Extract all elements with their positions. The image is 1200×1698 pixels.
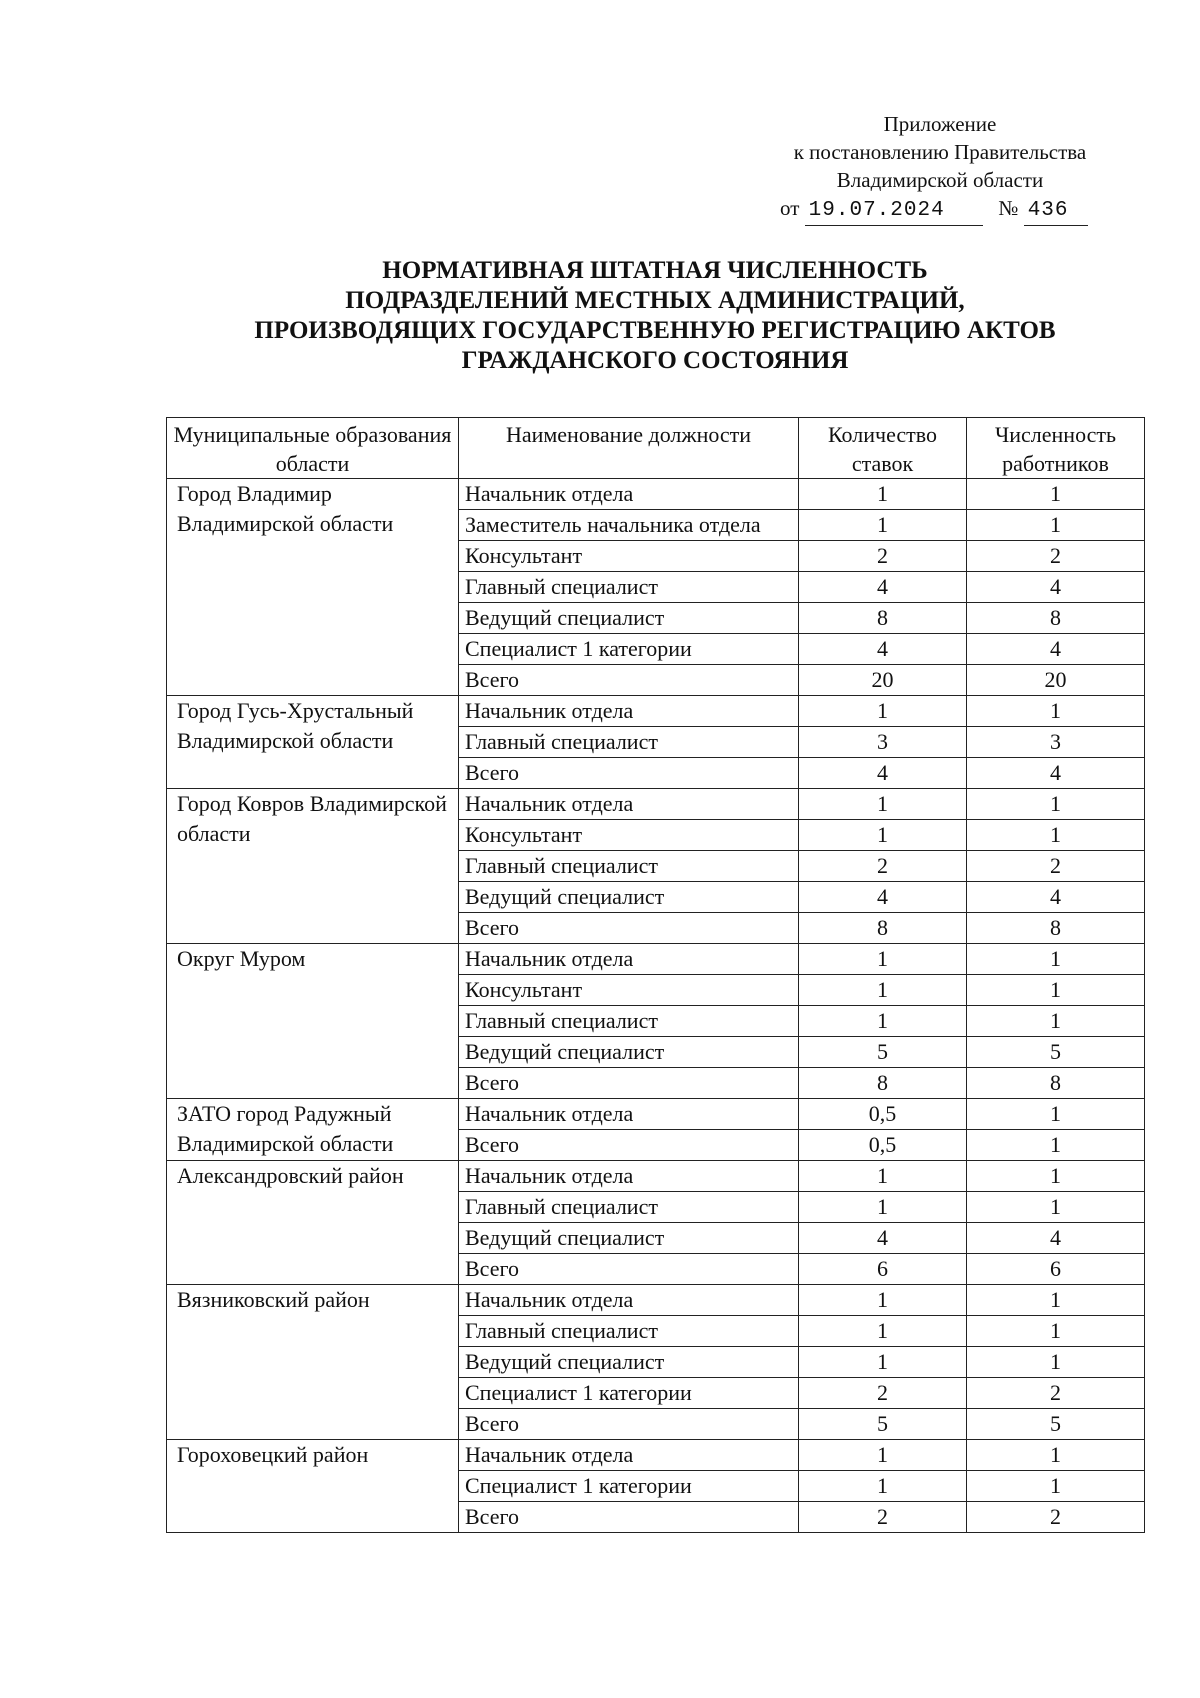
table-row xyxy=(167,789,1145,820)
staff-count-cell: 1 xyxy=(967,1347,1145,1378)
staffing-table xyxy=(166,417,1145,1533)
rate-count-cell: 5 xyxy=(799,1409,967,1440)
staff-count-cell: 8 xyxy=(967,1068,1145,1099)
date-prefix: от xyxy=(780,196,800,220)
position-cell: Специалист 1 категории xyxy=(459,1471,799,1502)
staff-count-cell: 4 xyxy=(967,634,1145,665)
appendix-label: Приложение xyxy=(883,112,997,136)
municipality-cell: Округ Муром xyxy=(167,944,459,1099)
table-body xyxy=(167,479,1145,1533)
rate-count-cell: 1 xyxy=(799,1316,967,1347)
header-rate-count: Количество ставок xyxy=(799,418,967,479)
number-sign: № xyxy=(998,196,1019,220)
appendix-region: Владимирской области xyxy=(836,168,1044,192)
position-cell: Всего xyxy=(459,1068,799,1099)
position-cell: Начальник отдела xyxy=(459,1099,799,1130)
table-row xyxy=(167,1099,1145,1130)
staff-count-cell: 3 xyxy=(967,727,1145,758)
rate-count-cell: 6 xyxy=(799,1254,967,1285)
staff-count-cell: 5 xyxy=(967,1037,1145,1068)
appendix-decree: к постановлению Правительства xyxy=(793,140,1087,164)
staff-count-cell: 1 xyxy=(967,944,1145,975)
staff-count-cell: 1 xyxy=(967,479,1145,510)
rate-count-cell: 4 xyxy=(799,1223,967,1254)
staff-count-cell: 5 xyxy=(967,1409,1145,1440)
title-line: ПРОИЗВОДЯЩИХ ГОСУДАРСТВЕННУЮ РЕГИСТРАЦИЮ АКТОВ xyxy=(254,317,1056,344)
rate-count-cell: 4 xyxy=(799,758,967,789)
staff-count-cell: 1 xyxy=(967,1192,1145,1223)
staff-count-cell: 4 xyxy=(967,882,1145,913)
table-row xyxy=(167,696,1145,727)
staff-count-cell: 2 xyxy=(967,541,1145,572)
rate-count-cell: 1 xyxy=(799,820,967,851)
table-row xyxy=(167,1161,1145,1192)
rate-count-cell: 2 xyxy=(799,1378,967,1409)
staff-count-cell: 1 xyxy=(967,1471,1145,1502)
municipality-cell: Город Гусь-Хрустальный Владимирской области xyxy=(167,696,459,789)
staff-count-cell: 1 xyxy=(967,1316,1145,1347)
title-line: ПОДРАЗДЕЛЕНИЙ МЕСТНЫХ АДМИНИСТРАЦИЙ, xyxy=(345,287,965,314)
position-cell: Главный специалист xyxy=(459,1192,799,1223)
table-row xyxy=(167,1440,1145,1471)
rate-count-cell: 1 xyxy=(799,789,967,820)
position-cell: Всего xyxy=(459,758,799,789)
staff-count-cell: 1 xyxy=(967,1006,1145,1037)
staff-count-cell: 4 xyxy=(967,1223,1145,1254)
position-cell: Ведущий специалист xyxy=(459,1223,799,1254)
position-cell: Всего xyxy=(459,1254,799,1285)
position-cell: Ведущий специалист xyxy=(459,882,799,913)
staff-count-cell: 8 xyxy=(967,913,1145,944)
staff-count-cell: 8 xyxy=(967,603,1145,634)
appendix-date-line xyxy=(760,194,1120,226)
rate-count-cell: 3 xyxy=(799,727,967,758)
municipality-cell: Город Ковров Владимирской области xyxy=(167,789,459,944)
table-header-row xyxy=(167,418,1145,479)
position-cell: Всего xyxy=(459,665,799,696)
staff-count-cell: 1 xyxy=(967,1440,1145,1471)
staff-count-cell: 1 xyxy=(967,1130,1145,1161)
header-position: Наименование должности xyxy=(459,418,799,479)
rate-count-cell: 1 xyxy=(799,510,967,541)
municipality-cell: Александровский район xyxy=(167,1161,459,1285)
position-cell: Специалист 1 категории xyxy=(459,634,799,665)
staff-count-cell: 1 xyxy=(967,820,1145,851)
table-row xyxy=(167,479,1145,510)
rate-count-cell: 4 xyxy=(799,882,967,913)
title-line: ГРАЖДАНСКОГО СОСТОЯНИЯ xyxy=(461,347,849,374)
appendix-header xyxy=(760,110,1120,226)
rate-count-cell: 1 xyxy=(799,1285,967,1316)
staff-count-cell: 1 xyxy=(967,510,1145,541)
position-cell: Всего xyxy=(459,913,799,944)
rate-count-cell: 1 xyxy=(799,944,967,975)
staff-count-cell: 1 xyxy=(967,1161,1145,1192)
table-row xyxy=(167,1285,1145,1316)
position-cell: Заместитель начальника отдела xyxy=(459,510,799,541)
title-line: НОРМАТИВНАЯ ШТАТНАЯ ЧИСЛЕННОСТЬ xyxy=(382,257,928,284)
position-cell: Начальник отдела xyxy=(459,1285,799,1316)
position-cell: Всего xyxy=(459,1130,799,1161)
position-cell: Консультант xyxy=(459,541,799,572)
position-cell: Всего xyxy=(459,1502,799,1533)
rate-count-cell: 2 xyxy=(799,1502,967,1533)
position-cell: Начальник отдела xyxy=(459,479,799,510)
staff-count-cell: 20 xyxy=(967,665,1145,696)
rate-count-cell: 2 xyxy=(799,851,967,882)
municipality-cell: Гороховецкий район xyxy=(167,1440,459,1533)
rate-count-cell: 4 xyxy=(799,634,967,665)
position-cell: Начальник отдела xyxy=(459,789,799,820)
rate-count-cell: 8 xyxy=(799,1068,967,1099)
position-cell: Главный специалист xyxy=(459,1006,799,1037)
rate-count-cell: 20 xyxy=(799,665,967,696)
staff-count-cell: 1 xyxy=(967,1285,1145,1316)
staff-count-cell: 4 xyxy=(967,572,1145,603)
staff-count-cell: 1 xyxy=(967,789,1145,820)
rate-count-cell: 2 xyxy=(799,541,967,572)
position-cell: Начальник отдела xyxy=(459,1440,799,1471)
staff-count-cell: 1 xyxy=(967,696,1145,727)
position-cell: Ведущий специалист xyxy=(459,1347,799,1378)
staff-count-cell: 1 xyxy=(967,1099,1145,1130)
rate-count-cell: 1 xyxy=(799,1347,967,1378)
header-staff-count: Численность работников xyxy=(967,418,1145,479)
rate-count-cell: 1 xyxy=(799,1440,967,1471)
staff-count-cell: 1 xyxy=(967,975,1145,1006)
rate-count-cell: 1 xyxy=(799,479,967,510)
rate-count-cell: 1 xyxy=(799,1161,967,1192)
rate-count-cell: 0,5 xyxy=(799,1130,967,1161)
rate-count-cell: 1 xyxy=(799,1192,967,1223)
rate-count-cell: 4 xyxy=(799,572,967,603)
position-cell: Начальник отдела xyxy=(459,1161,799,1192)
position-cell: Консультант xyxy=(459,975,799,1006)
position-cell: Начальник отдела xyxy=(459,696,799,727)
position-cell: Консультант xyxy=(459,820,799,851)
staff-count-cell: 6 xyxy=(967,1254,1145,1285)
position-cell: Начальник отдела xyxy=(459,944,799,975)
rate-count-cell: 8 xyxy=(799,603,967,634)
document-title xyxy=(150,256,1160,376)
decree-number: 436 xyxy=(1024,197,1088,226)
rate-count-cell: 0,5 xyxy=(799,1099,967,1130)
rate-count-cell: 8 xyxy=(799,913,967,944)
position-cell: Ведущий специалист xyxy=(459,1037,799,1068)
rate-count-cell: 1 xyxy=(799,1471,967,1502)
rate-count-cell: 1 xyxy=(799,975,967,1006)
header-municipality: Муниципальные образования области xyxy=(167,418,459,479)
position-cell: Ведущий специалист xyxy=(459,603,799,634)
position-cell: Главный специалист xyxy=(459,572,799,603)
staff-count-cell: 2 xyxy=(967,1378,1145,1409)
decree-date: 19.07.2024 xyxy=(805,197,983,226)
staff-count-cell: 2 xyxy=(967,851,1145,882)
rate-count-cell: 1 xyxy=(799,696,967,727)
municipality-cell: Город Владимир Владимирской области xyxy=(167,479,459,696)
rate-count-cell: 5 xyxy=(799,1037,967,1068)
rate-count-cell: 1 xyxy=(799,1006,967,1037)
municipality-cell: Вязниковский район xyxy=(167,1285,459,1440)
table-row xyxy=(167,944,1145,975)
staff-count-cell: 4 xyxy=(967,758,1145,789)
staff-count-cell: 2 xyxy=(967,1502,1145,1533)
position-cell: Главный специалист xyxy=(459,1316,799,1347)
position-cell: Специалист 1 категории xyxy=(459,1378,799,1409)
position-cell: Главный специалист xyxy=(459,727,799,758)
municipality-cell: ЗАТО город Радужный Владимирской области xyxy=(167,1099,459,1161)
position-cell: Всего xyxy=(459,1409,799,1440)
position-cell: Главный специалист xyxy=(459,851,799,882)
